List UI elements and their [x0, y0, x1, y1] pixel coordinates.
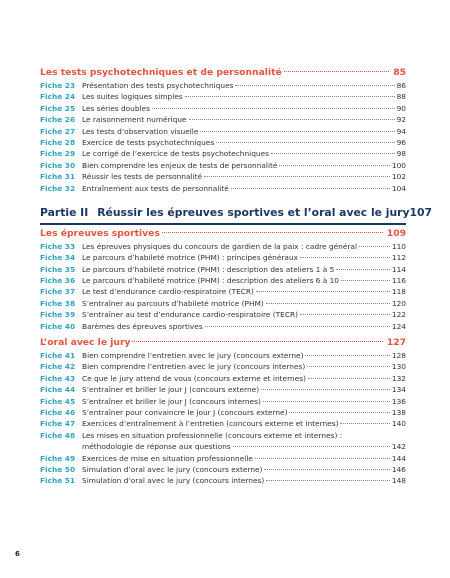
fiche-title: S’entraîner et briller le jour J (concours externe) — [82, 385, 260, 395]
dot-leader — [307, 366, 390, 367]
dot-leader — [266, 303, 390, 304]
fiche-number: Fiche 29 — [40, 149, 76, 159]
toc-entry — [40, 464, 406, 475]
fiche-number: Fiche 45 — [40, 396, 76, 406]
fiche-number: Fiche 44 — [40, 385, 76, 395]
dot-leader — [162, 232, 383, 233]
toc-entry — [40, 275, 406, 286]
fiche-page: 102 — [391, 172, 406, 182]
fiche-number: Fiche 26 — [40, 115, 76, 125]
toc-entry — [40, 475, 406, 486]
fiche-page: 120 — [391, 298, 406, 308]
fiche-title: S’entraîner pour convaincre le jour J (concours externe) — [82, 407, 288, 417]
toc-entry — [40, 418, 406, 429]
fiche-title: Simulation d’oral avec le jury (concours internes) — [82, 476, 265, 486]
dot-leader — [271, 153, 395, 154]
entry-line — [82, 441, 406, 452]
fiche-title: S’entraîner au parcours d’habileté motrice (PHM) — [82, 298, 264, 308]
fiche-page: 130 — [391, 362, 406, 372]
fiche-number: Fiche 24 — [40, 92, 76, 102]
fiche-title: Entraînement aux tests de personnalité — [82, 183, 229, 193]
dot-leader — [308, 378, 390, 379]
fiche-page: 98 — [396, 149, 406, 159]
dot-leader — [340, 423, 389, 424]
section-page: 127 — [386, 337, 406, 349]
dot-leader — [261, 389, 390, 390]
fiche-page: 96 — [396, 137, 406, 147]
toc-entry — [40, 80, 406, 91]
fiche-page: 146 — [391, 464, 406, 474]
fiche-page: 116 — [391, 276, 406, 286]
toc-entry — [40, 373, 406, 384]
dot-leader — [289, 412, 389, 413]
fiche-title: Réussir les tests de personnalité — [82, 172, 203, 182]
toc-entry — [40, 264, 406, 275]
fiche-number: Fiche 32 — [40, 183, 76, 193]
fiche-title-continued: méthodologie de réponse aux questions — [82, 442, 231, 452]
fiche-number: Fiche 42 — [40, 362, 76, 372]
fiche-number: Fiche 38 — [40, 298, 76, 308]
section-entries-tests — [40, 80, 406, 194]
fiche-page: 110 — [391, 241, 406, 251]
section-page: 109 — [386, 227, 406, 239]
toc-entry — [40, 396, 406, 407]
fiche-number: Fiche 30 — [40, 160, 76, 170]
fiche-page: 136 — [391, 396, 406, 406]
fiche-page: 144 — [391, 453, 406, 463]
toc-entry — [40, 321, 406, 332]
section-title: Les épreuves sportives — [40, 227, 160, 239]
dot-leader — [204, 176, 390, 177]
fiche-number: Fiche 51 — [40, 476, 76, 486]
fiche-page: 132 — [391, 373, 406, 383]
fiche-page: 92 — [396, 115, 406, 125]
fiche-page: 100 — [391, 160, 406, 170]
fiche-title: Les tests d’observation visuelle — [82, 126, 199, 136]
section-title: L’oral avec le jury — [40, 337, 131, 349]
toc-entry — [40, 183, 406, 194]
part-label: Partie II — [40, 205, 89, 219]
fiche-page: 140 — [391, 419, 406, 429]
entry-line — [82, 430, 406, 441]
toc-entry — [40, 137, 406, 148]
fiche-number: Fiche 36 — [40, 276, 76, 286]
dot-leader — [205, 326, 390, 327]
fiche-title: Exercices d’entraînement à l’entretien (concours externe et internes) — [82, 419, 339, 429]
dot-leader — [359, 246, 390, 247]
fiche-title: Exercice de tests psychotechniques — [82, 137, 215, 147]
fiche-number: Fiche 48 — [40, 430, 76, 440]
toc-entry — [40, 298, 406, 309]
fiche-page: 86 — [396, 81, 406, 90]
toc-entry — [40, 361, 406, 372]
fiche-page: 134 — [391, 385, 406, 395]
dot-leader — [300, 257, 390, 258]
fiche-page: 124 — [391, 321, 406, 331]
fiche-number: Fiche 50 — [40, 464, 76, 474]
section-heading-tests — [40, 66, 406, 80]
toc-entry — [40, 148, 406, 159]
fiche-page: 142 — [391, 442, 406, 452]
dot-leader — [341, 280, 390, 281]
toc-entry — [40, 241, 406, 252]
fiche-title: Ce que le jury attend de vous (concours externe et internes) — [82, 373, 306, 383]
fiche-title: Présentation des tests psychotechniques — [82, 81, 234, 90]
table-of-contents — [40, 66, 433, 487]
toc-entry — [40, 407, 406, 418]
dot-leader — [256, 291, 390, 292]
fiche-title: Les mises en situation professionnelle (concours externe et internes) : — [82, 430, 343, 440]
fiche-page: 148 — [391, 476, 406, 486]
dot-leader — [264, 469, 389, 470]
dot-leader — [255, 458, 390, 459]
fiche-page: 88 — [396, 92, 406, 102]
fiche-title: S’entraîner au test d’endurance cardio-respiratoire (TECR) — [82, 310, 299, 320]
fiche-number: Fiche 47 — [40, 419, 76, 429]
fiche-page: 90 — [396, 103, 406, 113]
dot-leader — [132, 341, 382, 342]
fiche-number: Fiche 27 — [40, 126, 76, 136]
fiche-page: 114 — [391, 264, 406, 274]
fiche-number: Fiche 43 — [40, 373, 76, 383]
dot-leader — [216, 142, 394, 143]
section-heading-oral — [40, 336, 406, 350]
dot-leader — [300, 314, 390, 315]
dot-leader — [231, 188, 390, 189]
fiche-page: 112 — [391, 253, 406, 263]
toc-entry — [40, 91, 406, 102]
fiche-number: Fiche 49 — [40, 453, 76, 463]
dot-leader — [263, 401, 390, 402]
fiche-page: 138 — [391, 407, 406, 417]
dot-leader — [185, 96, 395, 97]
fiche-title: S’entraîner et briller le jour J (concours internes) — [82, 396, 261, 406]
toc-entry — [40, 453, 406, 464]
fiche-number: Fiche 35 — [40, 264, 76, 274]
fiche-number: Fiche 25 — [40, 103, 76, 113]
fiche-title: Le parcours d’habileté motrice (PHM) : description des ateliers 1 à 5 — [82, 264, 335, 274]
toc-entry — [40, 160, 406, 171]
fiche-number: Fiche 31 — [40, 172, 76, 182]
part-rule — [40, 223, 406, 225]
dot-leader — [266, 480, 390, 481]
dot-leader — [235, 85, 394, 86]
fiche-page: 122 — [391, 310, 406, 320]
section-entries-oral — [40, 350, 406, 487]
fiche-number: Fiche 23 — [40, 81, 76, 90]
fiche-number: Fiche 46 — [40, 407, 76, 417]
fiche-page: 104 — [391, 183, 406, 193]
dot-leader — [336, 269, 390, 270]
toc-entry — [40, 384, 406, 395]
toc-entry — [40, 309, 406, 320]
fiche-title: Bien comprendre l’entretien avec le jury (concours externe) — [82, 351, 304, 361]
fiche-title: Les séries doubles — [82, 103, 151, 113]
part-page: 107 — [409, 205, 433, 219]
dot-leader — [233, 446, 390, 447]
fiche-title: Le parcours d’habileté motrice (PHM) : description des ateliers 6 à 10 — [82, 276, 339, 286]
toc-entry — [40, 103, 406, 114]
toc-entry — [40, 350, 406, 361]
fiche-number: Fiche 28 — [40, 137, 76, 147]
section-page: 85 — [393, 67, 406, 78]
fiche-title: Le test d’endurance cardio-respiratoire (TECR) — [82, 287, 254, 297]
fiche-number: Fiche 41 — [40, 351, 76, 361]
section-title: Les tests psychotechniques et de personnalité — [40, 67, 282, 78]
fiche-title: Les suites logiques simples — [82, 92, 183, 102]
dot-leader — [200, 131, 394, 132]
fiche-title: Exercices de mise en situation professionnelle — [82, 453, 253, 463]
fiche-title: Le corrigé de l’exercice de tests psychotechniques — [82, 149, 269, 159]
dot-leader — [152, 108, 395, 109]
section-entries-sport — [40, 241, 406, 332]
fiche-title: Bien comprendre les enjeux de tests de personnalité — [82, 160, 278, 170]
part-title: Réussir les épreuves sportives et l’oral avec le jury — [97, 205, 410, 219]
fiche-number: Fiche 34 — [40, 253, 76, 263]
fiche-page: 94 — [396, 126, 406, 136]
part-heading — [40, 204, 433, 222]
dot-leader — [189, 119, 395, 120]
fiche-number: Fiche 40 — [40, 321, 76, 331]
fiche-title: Barèmes des épreuves sportives — [82, 321, 203, 331]
fiche-title: Les épreuves physiques du concours de gardien de la paix : cadre général — [82, 241, 358, 251]
dot-leader — [305, 355, 389, 356]
toc-entry — [40, 114, 406, 125]
toc-entry — [40, 252, 406, 263]
fiche-title: Bien comprendre l’entretien avec le jury (concours internes) — [82, 362, 306, 372]
dot-leader — [284, 71, 390, 72]
section-heading-sport — [40, 227, 406, 241]
fiche-number: Fiche 37 — [40, 287, 76, 297]
fiche-page: 128 — [391, 351, 406, 361]
fiche-page: 118 — [391, 287, 406, 297]
toc-entry — [40, 126, 406, 137]
entry-body — [82, 430, 406, 453]
page-number: 6 — [15, 550, 20, 558]
fiche-title: Le parcours d’habileté motrice (PHM) : principes généraux — [82, 253, 299, 263]
dot-leader — [279, 165, 389, 166]
fiche-number: Fiche 33 — [40, 241, 76, 251]
fiche-title: Simulation d’oral avec le jury (concours externe) — [82, 464, 263, 474]
fiche-number: Fiche 39 — [40, 310, 76, 320]
toc-entry — [40, 430, 406, 453]
toc-entry — [40, 171, 406, 182]
toc-entry — [40, 286, 406, 297]
fiche-title: Le raisonnement numérique — [82, 115, 187, 125]
